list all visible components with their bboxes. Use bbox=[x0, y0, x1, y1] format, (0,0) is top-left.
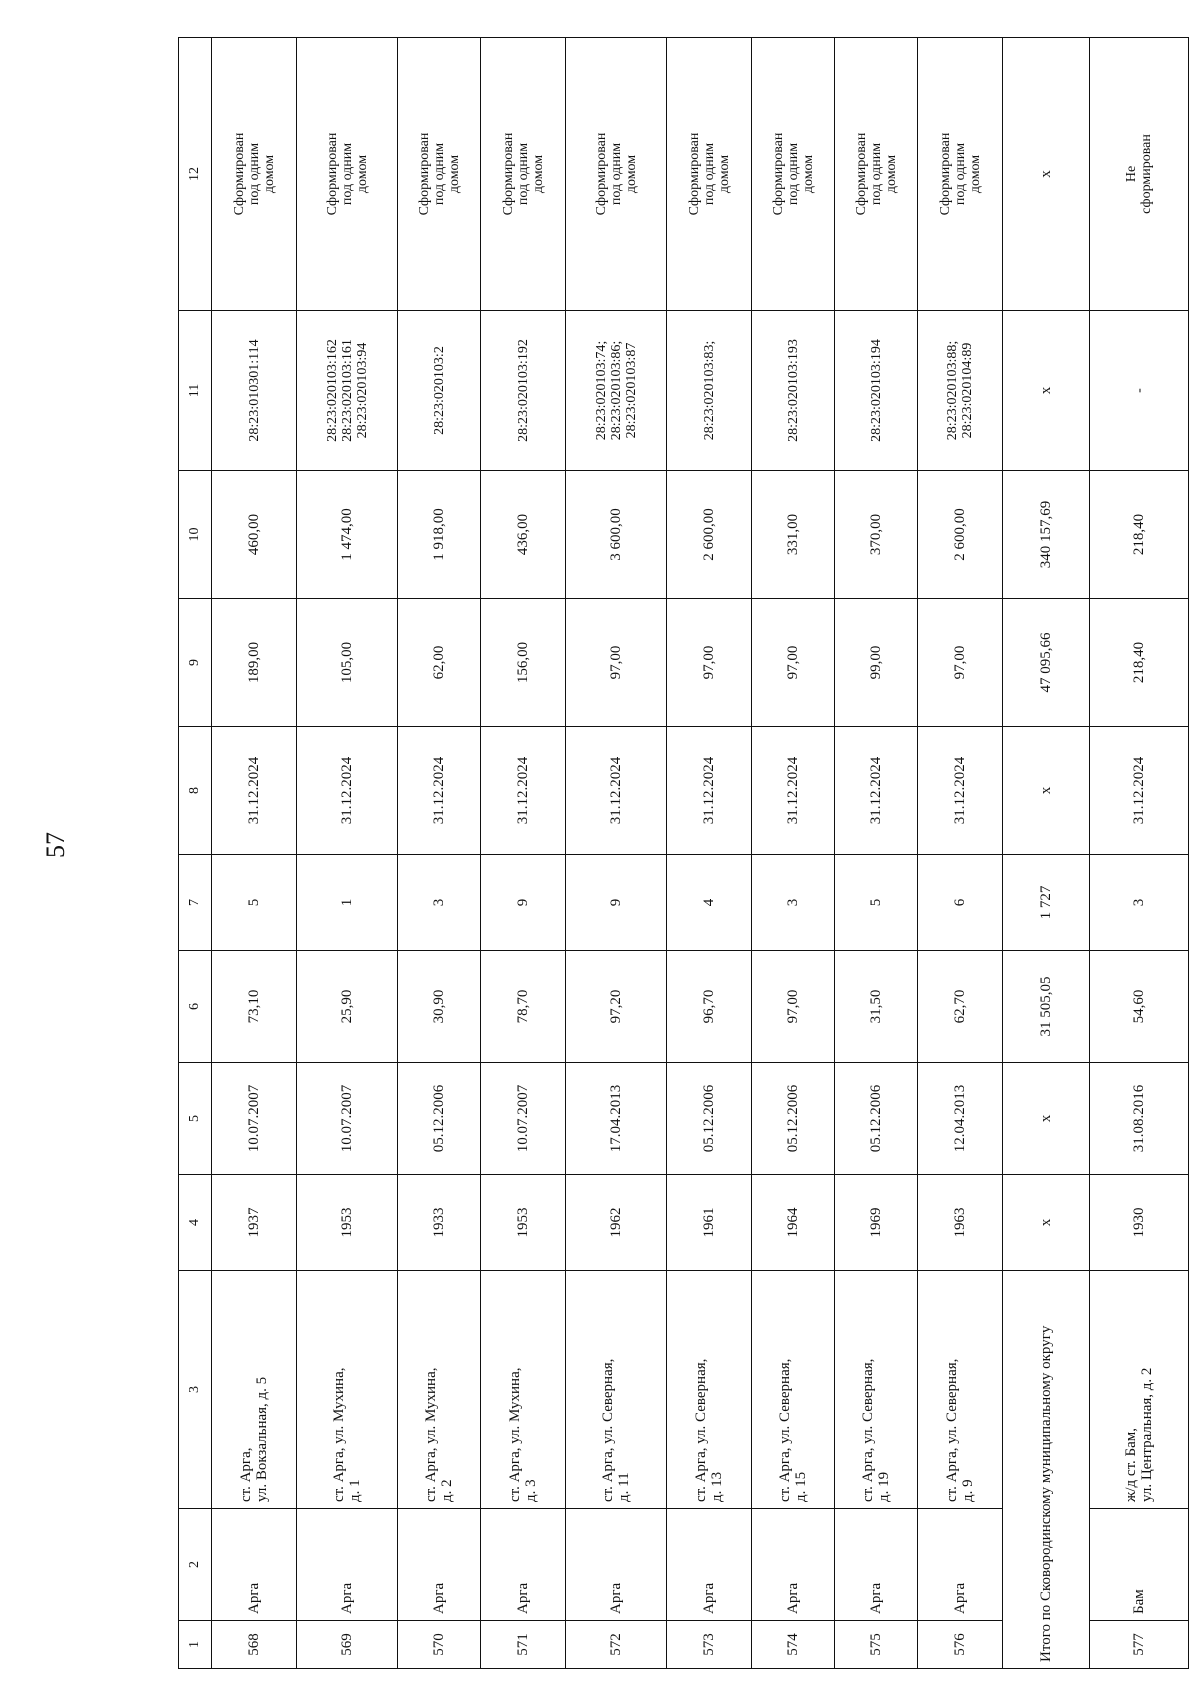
address-cell: ст. Арга, ул. Мухина, д. 2 bbox=[398, 1271, 481, 1509]
total-label-cell: Итого по Сковородинскому муниципальному округу bbox=[1003, 1271, 1090, 1669]
table-row bbox=[212, 38, 297, 1669]
cadastral-number-cell: 28:23:020103:193 bbox=[752, 311, 835, 471]
residents-cell: 1 bbox=[297, 855, 398, 951]
recognition-date-cell: 12.04.2013 bbox=[918, 1063, 1003, 1175]
area-cell: 54,60 bbox=[1090, 951, 1189, 1063]
cadastral-number-cell: 28:23:020103:192 bbox=[481, 311, 566, 471]
table-row bbox=[297, 38, 398, 1669]
area-cell: 78,70 bbox=[481, 951, 566, 1063]
plot-area-cell: 97,00 bbox=[918, 599, 1003, 727]
total-column-9: 47 095,66 bbox=[1003, 599, 1090, 727]
column-number-11: 11 bbox=[179, 311, 212, 471]
settlement-cell: Арга bbox=[297, 1509, 398, 1621]
residents-cell: 5 bbox=[212, 855, 297, 951]
plot-status-cell: Сформирован под одним домом bbox=[297, 38, 398, 311]
plot-area-cell: 189,00 bbox=[212, 599, 297, 727]
cadastral-number-cell: 28:23:020103:74; 28:23:020103:86; 28:23:020103:87 bbox=[566, 311, 667, 471]
column-number-8: 8 bbox=[179, 727, 212, 855]
table-row bbox=[667, 38, 752, 1669]
column-10-cell: 3 600,00 bbox=[566, 471, 667, 599]
address-cell: ст. Арга, ул. Северная, д. 19 bbox=[835, 1271, 918, 1509]
column-number-1: 1 bbox=[179, 1621, 212, 1669]
column-10-cell: 2 600,00 bbox=[667, 471, 752, 599]
year-cell: 1963 bbox=[918, 1175, 1003, 1271]
total-column-6: 31 505,05 bbox=[1003, 951, 1090, 1063]
year-cell: 1937 bbox=[212, 1175, 297, 1271]
row-number-cell: 576 bbox=[918, 1621, 1003, 1669]
column-number-3: 3 bbox=[179, 1271, 212, 1509]
area-cell: 62,70 bbox=[918, 951, 1003, 1063]
deadline-cell: 31.12.2024 bbox=[481, 727, 566, 855]
cadastral-number-cell: 28:23:020103:83; bbox=[667, 311, 752, 471]
settlement-cell: Бам bbox=[1090, 1509, 1189, 1621]
deadline-cell: 31.12.2024 bbox=[835, 727, 918, 855]
plot-area-cell: 218,40 bbox=[1090, 599, 1189, 727]
year-cell: 1964 bbox=[752, 1175, 835, 1271]
cadastral-number-cell: 28:23:020103:88; 28:23:020104:89 bbox=[918, 311, 1003, 471]
plot-area-cell: 105,00 bbox=[297, 599, 398, 727]
year-cell: 1933 bbox=[398, 1175, 481, 1271]
column-number-5: 5 bbox=[179, 1063, 212, 1175]
total-column-10: 340 157,69 bbox=[1003, 471, 1090, 599]
table-row bbox=[918, 38, 1003, 1669]
settlement-cell: Арга bbox=[212, 1509, 297, 1621]
plot-status-cell: Сформирован под одним домом bbox=[566, 38, 667, 311]
year-cell: 1969 bbox=[835, 1175, 918, 1271]
recognition-date-cell: 10.07.2007 bbox=[212, 1063, 297, 1175]
recognition-date-cell: 17.04.2013 bbox=[566, 1063, 667, 1175]
row-number-cell: 571 bbox=[481, 1621, 566, 1669]
address-cell: ст. Арга, ул. Северная, д. 15 bbox=[752, 1271, 835, 1509]
recognition-date-cell: 10.07.2007 bbox=[481, 1063, 566, 1175]
address-cell: ст. Арга, ул. Северная, д. 11 bbox=[566, 1271, 667, 1509]
row-number-cell: 570 bbox=[398, 1621, 481, 1669]
deadline-cell: 31.12.2024 bbox=[1090, 727, 1189, 855]
deadline-cell: 31.12.2024 bbox=[566, 727, 667, 855]
plot-status-cell: Сформирован под одним домом bbox=[398, 38, 481, 311]
total-column-12: x bbox=[1003, 38, 1090, 311]
year-cell: 1953 bbox=[297, 1175, 398, 1271]
plot-area-cell: 99,00 bbox=[835, 599, 918, 727]
cadastral-number-cell: 28:23:020103:162 28:23:020103:161 28:23:020103:94 bbox=[297, 311, 398, 471]
row-number-cell: 573 bbox=[667, 1621, 752, 1669]
year-cell: 1962 bbox=[566, 1175, 667, 1271]
column-10-cell: 1 918,00 bbox=[398, 471, 481, 599]
address-cell: ж/д ст. Бам, ул. Центральная, д. 2 bbox=[1090, 1271, 1189, 1509]
recognition-date-cell: 05.12.2006 bbox=[667, 1063, 752, 1175]
column-10-cell: 1 474,00 bbox=[297, 471, 398, 599]
year-cell: 1953 bbox=[481, 1175, 566, 1271]
total-column-5: x bbox=[1003, 1063, 1090, 1175]
area-cell: 96,70 bbox=[667, 951, 752, 1063]
recognition-date-cell: 05.12.2006 bbox=[398, 1063, 481, 1175]
address-cell: ст. Арга, ул. Северная, д. 13 bbox=[667, 1271, 752, 1509]
deadline-cell: 31.12.2024 bbox=[212, 727, 297, 855]
residents-cell: 9 bbox=[481, 855, 566, 951]
residents-cell: 4 bbox=[667, 855, 752, 951]
row-number-cell: 569 bbox=[297, 1621, 398, 1669]
column-10-cell: 218,40 bbox=[1090, 471, 1189, 599]
page-number: 57 bbox=[41, 832, 70, 858]
settlement-cell: Арга bbox=[918, 1509, 1003, 1621]
housing-register-table-region bbox=[178, 38, 1155, 1669]
column-10-cell: 460,00 bbox=[212, 471, 297, 599]
recognition-date-cell: 05.12.2006 bbox=[752, 1063, 835, 1175]
cadastral-number-cell: 28:23:020103:2 bbox=[398, 311, 481, 471]
table-body bbox=[179, 38, 1189, 1669]
column-number-10: 10 bbox=[179, 471, 212, 599]
column-number-7: 7 bbox=[179, 855, 212, 951]
residents-cell: 6 bbox=[918, 855, 1003, 951]
settlement-cell: Арга bbox=[752, 1509, 835, 1621]
residents-cell: 3 bbox=[752, 855, 835, 951]
column-number-6: 6 bbox=[179, 951, 212, 1063]
row-number-cell: 572 bbox=[566, 1621, 667, 1669]
housing-register-table bbox=[178, 37, 1189, 1669]
table-row bbox=[398, 38, 481, 1669]
cadastral-number-cell: 28:23:010301:114 bbox=[212, 311, 297, 471]
settlement-cell: Арга bbox=[667, 1509, 752, 1621]
recognition-date-cell: 31.08.2016 bbox=[1090, 1063, 1189, 1175]
area-cell: 97,20 bbox=[566, 951, 667, 1063]
plot-area-cell: 97,00 bbox=[566, 599, 667, 727]
plot-status-cell: Сформирован под одним домом bbox=[481, 38, 566, 311]
plot-status-cell: Сформирован под одним домом bbox=[752, 38, 835, 311]
table-row bbox=[481, 38, 566, 1669]
row-number-cell: 577 bbox=[1090, 1621, 1189, 1669]
area-cell: 97,00 bbox=[752, 951, 835, 1063]
column-10-cell: 331,00 bbox=[752, 471, 835, 599]
plot-status-cell: Сформирован под одним домом bbox=[918, 38, 1003, 311]
table-row bbox=[566, 38, 667, 1669]
settlement-cell: Арга bbox=[398, 1509, 481, 1621]
area-cell: 73,10 bbox=[212, 951, 297, 1063]
area-cell: 31,50 bbox=[835, 951, 918, 1063]
plot-status-cell: Сформирован под одним домом bbox=[667, 38, 752, 311]
address-cell: ст. Арга, ул. Мухина, д. 3 bbox=[481, 1271, 566, 1509]
cadastral-number-cell: - bbox=[1090, 311, 1189, 471]
column-number-row bbox=[179, 38, 212, 1669]
row-number-cell: 574 bbox=[752, 1621, 835, 1669]
plot-status-cell: Не сформирован bbox=[1090, 38, 1189, 311]
settlement-cell: Арга bbox=[566, 1509, 667, 1621]
residents-cell: 3 bbox=[1090, 855, 1189, 951]
column-number-2: 2 bbox=[179, 1509, 212, 1621]
plot-area-cell: 97,00 bbox=[752, 599, 835, 727]
deadline-cell: 31.12.2024 bbox=[398, 727, 481, 855]
residents-cell: 5 bbox=[835, 855, 918, 951]
plot-status-cell: Сформирован под одним домом bbox=[835, 38, 918, 311]
area-cell: 25,90 bbox=[297, 951, 398, 1063]
settlement-cell: Арга bbox=[835, 1509, 918, 1621]
address-cell: ст. Арга, ул. Северная, д. 9 bbox=[918, 1271, 1003, 1509]
plot-area-cell: 156,00 bbox=[481, 599, 566, 727]
deadline-cell: 31.12.2024 bbox=[752, 727, 835, 855]
plot-area-cell: 97,00 bbox=[667, 599, 752, 727]
cadastral-number-cell: 28:23:020103:194 bbox=[835, 311, 918, 471]
area-cell: 30,90 bbox=[398, 951, 481, 1063]
total-row bbox=[1003, 38, 1090, 1669]
total-column-11: x bbox=[1003, 311, 1090, 471]
column-number-12: 12 bbox=[179, 38, 212, 311]
plot-area-cell: 62,00 bbox=[398, 599, 481, 727]
row-number-cell: 568 bbox=[212, 1621, 297, 1669]
column-10-cell: 436,00 bbox=[481, 471, 566, 599]
recognition-date-cell: 10.07.2007 bbox=[297, 1063, 398, 1175]
deadline-cell: 31.12.2024 bbox=[667, 727, 752, 855]
column-number-4: 4 bbox=[179, 1175, 212, 1271]
total-column-4: x bbox=[1003, 1175, 1090, 1271]
row-number-cell: 575 bbox=[835, 1621, 918, 1669]
column-10-cell: 370,00 bbox=[835, 471, 918, 599]
residents-cell: 9 bbox=[566, 855, 667, 951]
table-row bbox=[752, 38, 835, 1669]
settlement-cell: Арга bbox=[481, 1509, 566, 1621]
table-row bbox=[1090, 38, 1189, 1669]
deadline-cell: 31.12.2024 bbox=[297, 727, 398, 855]
year-cell: 1930 bbox=[1090, 1175, 1189, 1271]
deadline-cell: 31.12.2024 bbox=[918, 727, 1003, 855]
table-row bbox=[835, 38, 918, 1669]
total-column-7: 1 727 bbox=[1003, 855, 1090, 951]
total-column-8: x bbox=[1003, 727, 1090, 855]
address-cell: ст. Арга, ул. Мухина, д. 1 bbox=[297, 1271, 398, 1509]
column-number-9: 9 bbox=[179, 599, 212, 727]
residents-cell: 3 bbox=[398, 855, 481, 951]
address-cell: ст. Арга, ул. Вокзальная, д. 5 bbox=[212, 1271, 297, 1509]
year-cell: 1961 bbox=[667, 1175, 752, 1271]
recognition-date-cell: 05.12.2006 bbox=[835, 1063, 918, 1175]
plot-status-cell: Сформирован под одним домом bbox=[212, 38, 297, 311]
column-10-cell: 2 600,00 bbox=[918, 471, 1003, 599]
